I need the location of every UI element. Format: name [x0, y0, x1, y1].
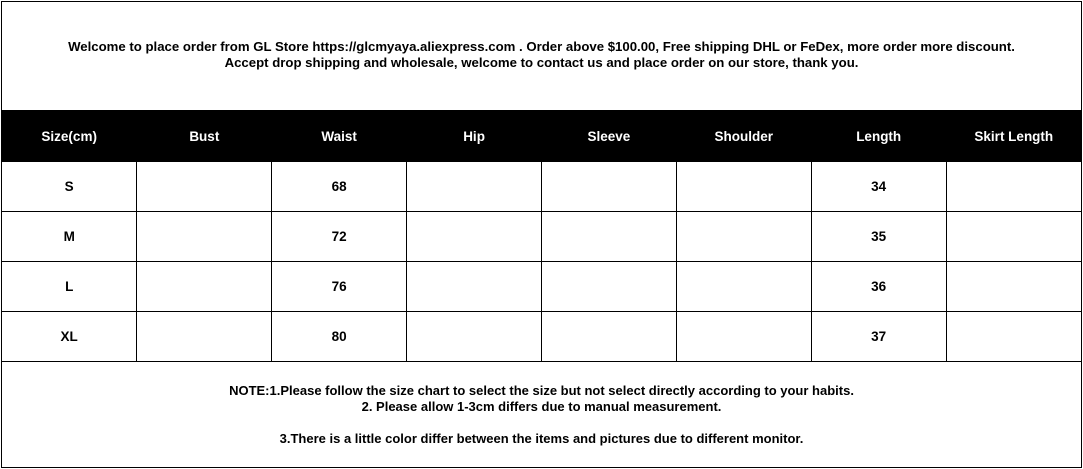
welcome-line-1: Welcome to place order from GL Store https://glcmyaya.aliexpress.com . Order above $100.00, Free shipping DHL or FeDex, more order more discount. [68, 39, 1015, 54]
column-header-sleeve: Sleeve [542, 111, 677, 162]
table-cell: 36 [811, 262, 946, 312]
column-header-waist: Waist [272, 111, 407, 162]
table-row [2, 312, 1081, 362]
table-cell: 68 [272, 162, 407, 212]
table-cell [542, 162, 677, 212]
table-cell [676, 312, 811, 362]
table-cell [676, 212, 811, 262]
table-cell: 37 [811, 312, 946, 362]
table-cell [137, 312, 272, 362]
table-cell [137, 212, 272, 262]
table-cell: XL [2, 312, 137, 362]
table-cell: S [2, 162, 137, 212]
note-line-1: NOTE:1.Please follow the size chart to select the size but not select directly according to your habits. [229, 383, 854, 398]
table-cell: 34 [811, 162, 946, 212]
size-chart-frame [1, 1, 1082, 468]
note-line-2: 2. Please allow 1-3cm differs due to manual measurement. [361, 399, 722, 414]
table-row [2, 262, 1081, 312]
note-line-3: 3.There is a little color differ between the items and pictures due to different monitor. [279, 431, 804, 446]
store-welcome-note [2, 2, 1081, 110]
table-row [2, 162, 1081, 212]
column-header-size: Size(cm) [2, 111, 137, 162]
table-cell [542, 212, 677, 262]
table-header-row [2, 111, 1081, 162]
column-header-length: Length [811, 111, 946, 162]
table-cell [946, 262, 1081, 312]
table-cell: M [2, 212, 137, 262]
table-row [2, 212, 1081, 262]
table-cell [542, 312, 677, 362]
welcome-line-2: Accept drop shipping and wholesale, welcome to contact us and place order on our store, thank you. [224, 55, 859, 70]
table-cell [407, 312, 542, 362]
table-cell [137, 162, 272, 212]
table-cell [542, 262, 677, 312]
table-cell [946, 212, 1081, 262]
size-notes [2, 360, 1081, 467]
table-cell: 35 [811, 212, 946, 262]
table-cell [676, 162, 811, 212]
column-header-shoulder: Shoulder [676, 111, 811, 162]
table-cell: 76 [272, 262, 407, 312]
table-cell [407, 162, 542, 212]
table-cell: 80 [272, 312, 407, 362]
column-header-hip: Hip [407, 111, 542, 162]
table-cell: L [2, 262, 137, 312]
column-header-skirt-length: Skirt Length [946, 111, 1081, 162]
column-header-bust: Bust [137, 111, 272, 162]
table-cell [946, 312, 1081, 362]
table-cell: 72 [272, 212, 407, 262]
size-table [2, 110, 1081, 362]
table-cell [946, 162, 1081, 212]
table-cell [407, 212, 542, 262]
table-cell [407, 262, 542, 312]
table-cell [137, 262, 272, 312]
table-cell [676, 262, 811, 312]
